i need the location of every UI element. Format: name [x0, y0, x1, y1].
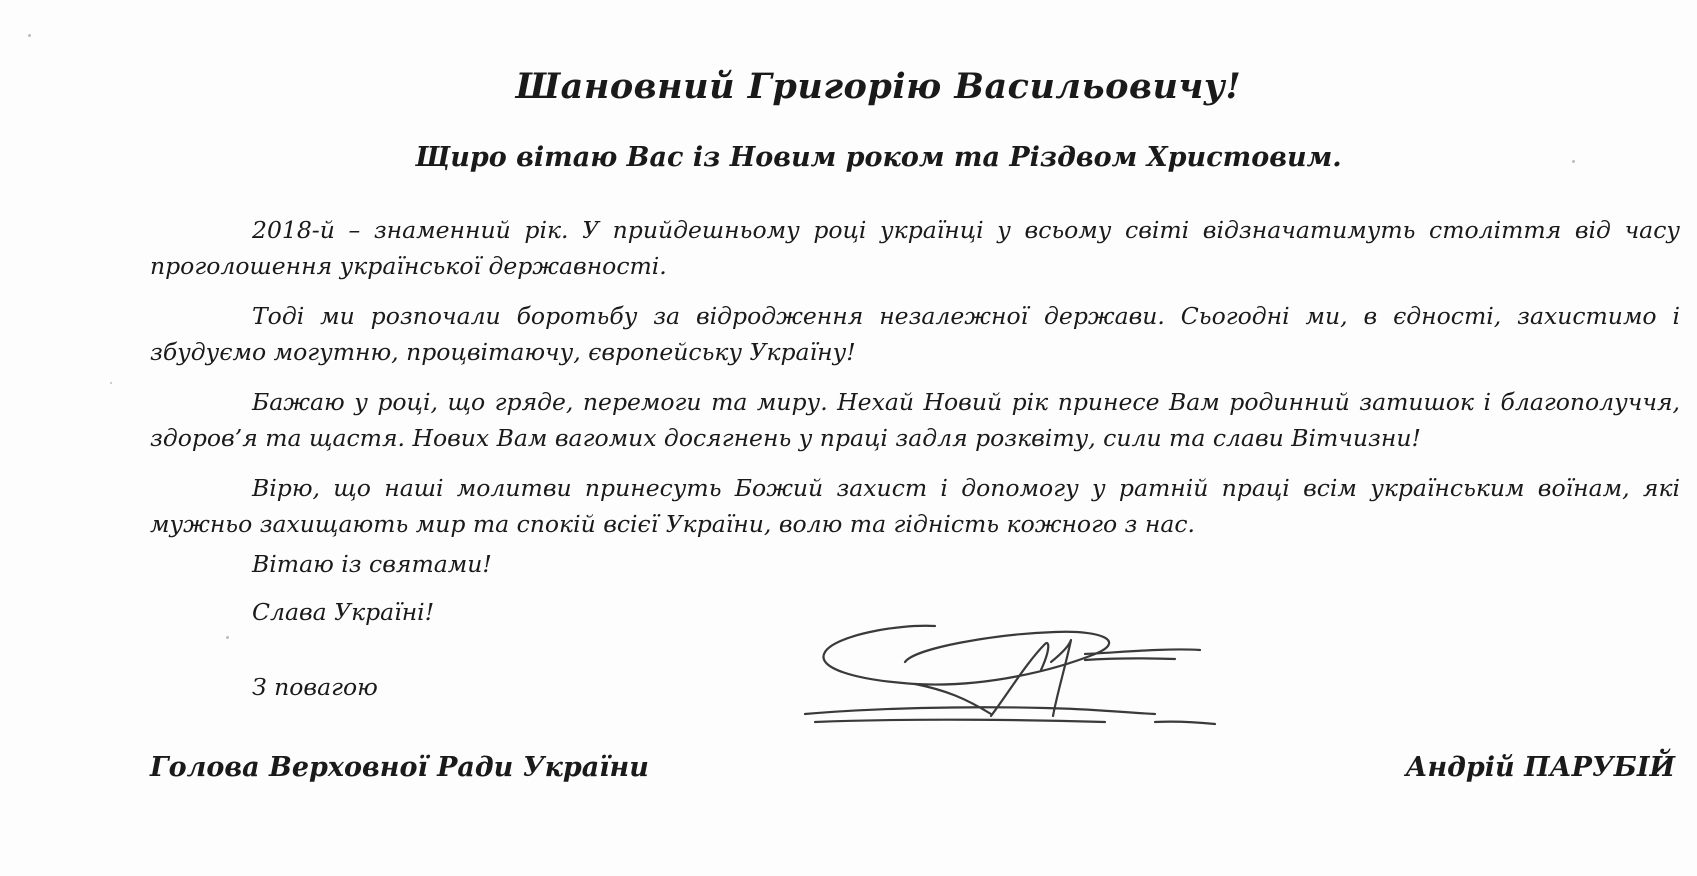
- signer-name: Андрій ПАРУБІЙ: [1405, 752, 1675, 783]
- closing-wish: Вітаю із святами!: [252, 550, 492, 578]
- paragraph: Вірю, що наші молитви принесуть Божий захист і допомогу у ратній праці всім українським воїнам, які мужньо захищають мир та спокій всієї України, волю та гідність кожного з нас.: [150, 474, 1680, 538]
- scan-speck: [28, 34, 31, 37]
- greeting-line: Щиро вітаю Вас із Новим роком та Різдвом Христовим.: [415, 142, 1342, 173]
- scan-speck: [226, 636, 229, 639]
- letter-body: [150, 212, 1680, 556]
- paragraph: Тоді ми розпочали боротьбу за відродження незалежної держави. Сьогодні ми, в єдності, захистимо і збудуємо могутню, процвітаючу, європейську Україну!: [150, 302, 1680, 366]
- paragraph: Бажаю у році, що гряде, перемоги та миру. Нехай Новий рік принесе Вам родинний затишок і благополуччя, здоров’я та щастя. Нових Вам вагомих досягнень у праці задля розквіту, сили та слави Вітчизни!: [150, 388, 1680, 452]
- scan-speck: [110, 382, 112, 384]
- paragraph: 2018-й – знаменний рік. У прийдешньому році українці у всьому світі відзначатимуть століття від часу проголошення української державності.: [150, 216, 1680, 280]
- handwritten-signature-icon: [795, 618, 1265, 738]
- signer-title: Голова Верховної Ради України: [150, 752, 649, 783]
- closing-slogan: Слава Україні!: [252, 598, 435, 626]
- salutation: Шановний Григорію Васильовичу!: [515, 66, 1242, 107]
- regards: З повагою: [252, 673, 378, 701]
